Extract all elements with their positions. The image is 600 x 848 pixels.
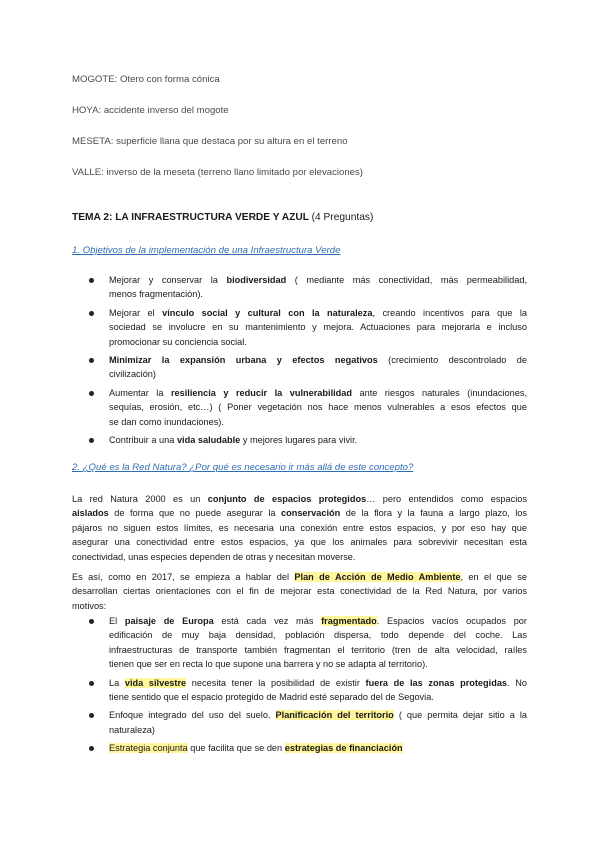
definition-meseta: MESETA: superficie llana que destaca por su altura en el terreno: [72, 136, 348, 147]
question-2-bullet-list: [0, 614, 600, 760]
text-run: ante riesgos naturales (inundaciones,: [352, 387, 528, 398]
bullet-icon: [89, 619, 94, 624]
text-run: naturaleza): [109, 724, 155, 735]
bullet-icon: [89, 278, 94, 283]
text-run: necesita tener la posibilidad de existir: [186, 677, 366, 688]
text-run: promocionar su conciencia social.: [109, 336, 247, 347]
question-1-bullet-list: [0, 273, 600, 451]
list-item: [109, 708, 527, 737]
text-line: [109, 643, 527, 657]
question-2-paragraph-1: [72, 492, 527, 564]
text-line: [72, 521, 527, 535]
text-run: desarrollan ciertas orientaciones con el fin de mejorar esta conectividad de la Red Natura, por varios: [72, 586, 527, 597]
text-line: [109, 628, 527, 642]
text-run: edificación de muy baja densidad, población dispersa, todo depende del coche. Las: [109, 630, 527, 641]
bullet-icon: [89, 713, 94, 718]
text-run: tiene sentido que el espacio protegido de Madrid esté separado del de Segovia.: [109, 692, 434, 703]
bold-text: conjunto de espacios protegidos: [207, 494, 367, 504]
text-run: . No: [507, 677, 527, 688]
text-run: (crecimiento descontrolado de: [377, 355, 527, 366]
text-line: [109, 400, 527, 414]
highlighted-text: fragmentado: [321, 616, 377, 626]
text-run: que facilita que se den: [187, 743, 285, 754]
highlighted-text: Estrategia conjunta: [109, 743, 188, 754]
text-run: de la flora y la fauna a largo plazo, los: [340, 508, 527, 519]
text-run: Mejorar y conservar la: [109, 275, 227, 285]
text-line: [72, 584, 527, 598]
question-1-heading[interactable]: 1. Objetivos de la implementación de una Infraestructura Verde: [72, 245, 341, 256]
text-run: Aumentar la: [109, 387, 171, 398]
text-run: pájaros no siguen estos límites, es necesaria una conexión entre estos espacios, y por eso hay que: [72, 522, 527, 533]
text-run: sociedad se involucre en su mantenimiento y mejora. Actuaciones para mejorarla e incluso: [109, 322, 527, 333]
section-title: TEMA 2: LA INFRAESTRUCTURA VERDE Y AZUL (4 Preguntas): [72, 212, 374, 223]
text-run: Mejorar el: [109, 307, 163, 318]
highlighted-text: Plan de Acción de Medio Ambiente: [294, 572, 461, 582]
definition-hoya: HOYA: accidente inverso del mogote: [72, 105, 229, 116]
highlighted-text: Planificación del territorio: [275, 710, 394, 721]
text-run: motivos:: [72, 600, 107, 611]
text-run: La: [109, 677, 125, 688]
bold-text: biodiversidad: [226, 275, 287, 285]
text-line: [109, 306, 527, 320]
text-run: , en el que se: [460, 572, 527, 582]
text-run: asegurar una conectividad entre estos espacios, ya que los animales para sobrevivir necesitan esta: [72, 537, 527, 548]
text-run: está cada vez más: [213, 616, 322, 626]
text-run: ( mediante más conectividad, más permeabilidad,: [286, 275, 528, 285]
text-run: tienen que ser en recta lo que supone una barrera y no se adapta al territorio).: [109, 659, 428, 670]
text-line: [72, 492, 527, 506]
list-item: [109, 741, 527, 755]
list-item: [109, 306, 527, 349]
text-line: [109, 433, 527, 447]
text-run: … pero entendidos como espacios: [366, 494, 527, 504]
text-line: [109, 386, 527, 400]
text-line: [109, 723, 527, 737]
text-line: [109, 287, 527, 301]
text-line: [109, 367, 527, 381]
text-line: [72, 506, 527, 520]
text-run: civilización): [109, 369, 156, 380]
text-line: [109, 657, 527, 671]
bold-text: Minimizar la expansión urbana y efectos negativos: [109, 355, 378, 366]
bullet-icon: [89, 746, 94, 751]
text-line: [109, 741, 527, 755]
text-run: El: [109, 616, 125, 626]
question-2-paragraph-2: [72, 570, 527, 613]
text-line: [109, 320, 527, 334]
text-line: [109, 273, 527, 287]
text-run: La red Natura 2000 es un: [72, 494, 208, 504]
text-run: Enfoque integrado del uso del suelo.: [109, 710, 276, 721]
definition-valle: VALLE: inverso de la meseta (terreno llano limitado por elevaciones): [72, 167, 363, 178]
highlighted-text: vida silvestre: [124, 677, 187, 688]
definition-mogote: MOGOTE: Otero con forma cónica: [72, 74, 220, 85]
bold-text: vida saludable: [176, 435, 241, 446]
list-item: [109, 386, 527, 429]
bullet-icon: [89, 391, 94, 396]
highlighted-text: estrategias de financiación: [284, 743, 403, 754]
text-line: [72, 570, 527, 584]
text-run: menos fragmentación).: [109, 289, 203, 300]
bold-text: vínculo social y cultural con la naturaleza: [162, 307, 373, 318]
bold-text: resiliencia y reducir la vulnerabilidad: [170, 387, 353, 398]
text-run: Es así, como en 2017, se empieza a hablar del: [72, 572, 295, 582]
bullet-icon: [89, 358, 94, 363]
list-item: [109, 433, 527, 447]
text-line: [72, 535, 527, 549]
text-run: sequías, erosión, etc…) ( Poner vegetación nos hace menos vulnerables a esos efectos que: [109, 402, 527, 413]
text-run: ( que permita dejar sitio a la: [393, 710, 527, 721]
text-run: y mejores lugares para vivir.: [240, 435, 358, 446]
text-run: , creando incentivos para que la: [372, 307, 527, 318]
text-line: [109, 690, 527, 704]
bullet-icon: [89, 311, 94, 316]
text-run: infraestructuras de transporte también fragmentan el territorio (tren de alta velocidad, raíles: [109, 644, 527, 655]
list-item: [109, 676, 527, 705]
bold-text: paisaje de Europa: [124, 616, 214, 626]
text-run: conectividad, unas especies dependen de otras y necesitan moverse.: [72, 551, 356, 562]
question-2-heading[interactable]: 2. ¿Qué es la Red Natura? ¿Por qué es necesario ir más allá de este concepto?: [72, 462, 414, 473]
text-run: se dan como inundaciones).: [109, 416, 224, 427]
bold-text: conservación: [280, 508, 341, 519]
text-line: [109, 415, 527, 429]
list-item: [109, 273, 527, 302]
text-line: [72, 599, 527, 613]
text-line: [109, 708, 527, 722]
bullet-icon: [89, 681, 94, 686]
text-line: [109, 614, 527, 628]
text-run: . Espacios vacíos ocupados por: [376, 616, 527, 626]
list-item: [109, 353, 527, 382]
text-line: [109, 353, 527, 367]
list-item: [109, 614, 527, 672]
text-line: [109, 335, 527, 349]
text-run: Contribuir a una: [109, 435, 177, 446]
bold-text: fuera de las zonas protegidas: [365, 677, 508, 688]
text-line: [109, 676, 527, 690]
text-run: de forma que no puede asegurar la: [108, 508, 281, 519]
bullet-icon: [89, 438, 94, 443]
text-line: [72, 550, 527, 564]
bold-text: aislados: [72, 508, 109, 519]
